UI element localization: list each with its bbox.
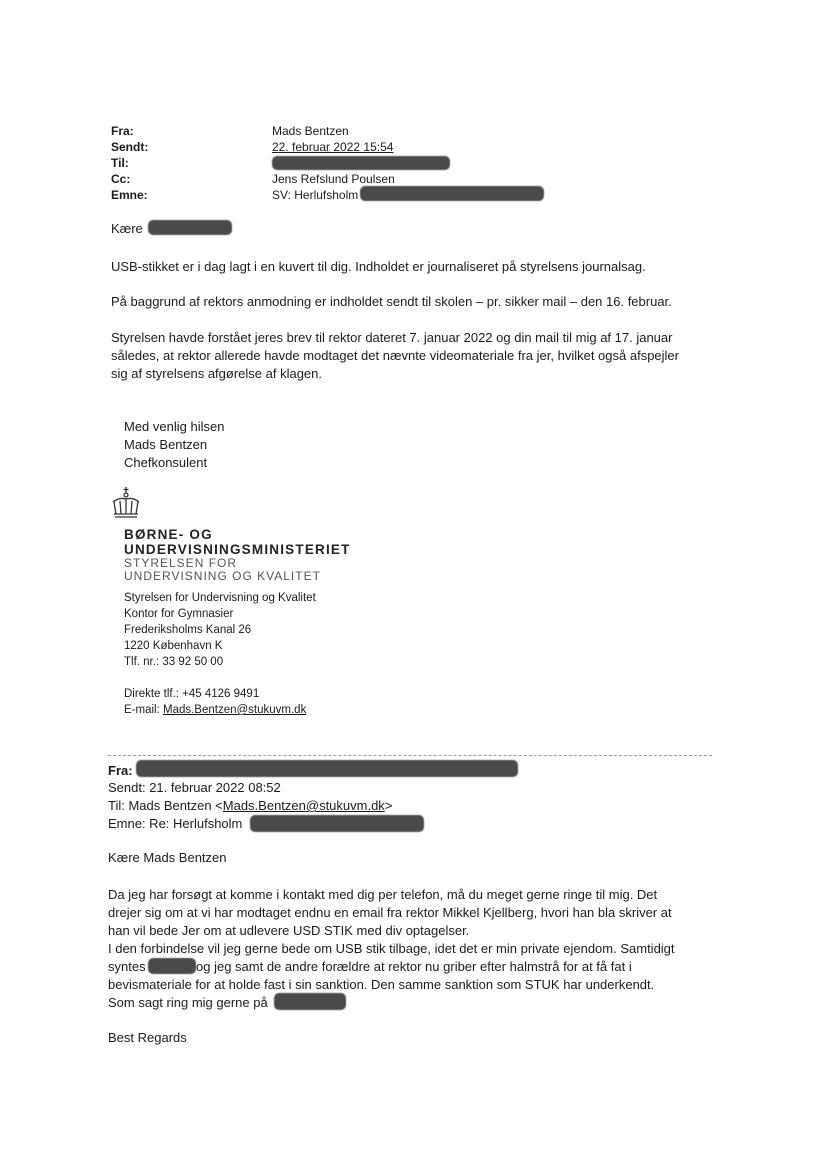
body-paragraph-3-line-1: Styrelsen havde forstået jeres brev til rektor dateret 7. januar 2022 og din mail til mig af 17. januar [111, 330, 673, 345]
reply-body-line-1: Da jeg har forsøgt at komme i kontakt med dig per telefon, må du meget gerne ringe til mig. Det [108, 887, 658, 902]
signature-closing: Med venlig hilsen [124, 419, 225, 434]
reply-to-suffix: > [384, 798, 393, 813]
contact-street: Frederiksholms Kanal 26 [124, 624, 252, 636]
cc-value: Jens Refslund Poulsen [272, 172, 395, 186]
reply-body-line-4: I den forbindelse vil jeg gerne bede om USB stik tilbage, idet det er min private ejendom. Samtidigt [108, 941, 675, 956]
reply-body-line-5-end: og jeg samt de andre forældre at rektor nu griber efter halmstrå for at få fat i [196, 959, 632, 974]
reply-body-line-6: bevismateriale for at holde fast i sin sanktion. Den samme sanktion som STUK har underkendt. [108, 977, 655, 992]
reply-greeting: Kære Mads Bentzen [108, 850, 227, 865]
body-paragraph-3-line-3: sig af styrelsens afgørelse af klagen. [111, 366, 322, 381]
body-paragraph-3-line-2: således, at rektor allerede havde modtaget det nævnte videomateriale fra jer, hvilket også afspejler [111, 348, 679, 363]
redaction-subject [360, 186, 544, 201]
reply-body-line-3: han vil bede Jer om at udlevere USD STIK med div optagelser. [108, 923, 470, 938]
reply-body-line-7: Som sagt ring mig gerne på [108, 995, 268, 1010]
from-label: Fra: [111, 124, 134, 138]
redaction-reply-subject [250, 815, 424, 832]
body-paragraph-2: På baggrund af rektors anmodning er indholdet sendt til skolen – pr. sikker mail – den 16. februar. [111, 294, 672, 309]
redaction-reply-phone [274, 993, 346, 1010]
contact-org: Styrelsen for Undervisning og Kvalitet [124, 592, 316, 604]
from-value: Mads Bentzen [272, 124, 349, 138]
body-paragraph-1: USB-stikket er i dag lagt i en kuvert til dig. Indholdet er journaliseret på styrelsens journalsag. [111, 259, 646, 274]
redaction-to [272, 156, 450, 170]
reply-subject: Emne: Re: Herlufsholm [108, 816, 243, 831]
ministry-name-line-2: UNDERVISNINGSMINISTERIET [124, 542, 351, 557]
email-separator [108, 755, 712, 757]
contact-email-link[interactable]: Mads.Bentzen@stukuvm.dk [162, 704, 307, 716]
greeting: Kære [111, 221, 143, 236]
signature-name: Mads Bentzen [124, 437, 208, 452]
to-label: Til: [111, 156, 129, 170]
ministry-name-line-1: BØRNE- OG [124, 527, 213, 542]
sent-value: 22. februar 2022 15:54 [272, 140, 394, 154]
contact-phone: Tlf. nr.: 33 92 50 00 [124, 656, 224, 668]
contact-city: 1220 København K [124, 640, 223, 652]
agency-name-line-1: STYRELSEN FOR [124, 556, 238, 570]
subject-label: Emne: [111, 188, 148, 202]
sent-label: Sendt: [111, 140, 149, 154]
contact-email-line [124, 702, 306, 718]
contact-office: Kontor for Gymnasier [124, 608, 234, 620]
contact-email-label: E-mail: [124, 704, 160, 716]
reply-sent: Sendt: 21. februar 2022 08:52 [108, 780, 281, 795]
contact-direct-phone: Direkte tlf.: +45 4126 9491 [124, 688, 260, 700]
crown-logo-icon [108, 486, 144, 522]
reply-to-email-link[interactable]: Mads.Bentzen@stukuvm.dk [222, 798, 385, 813]
redaction-greeting-name [148, 220, 232, 235]
reply-body-line-5-start: syntes [108, 959, 146, 974]
cc-label: Cc: [111, 172, 131, 186]
subject-value: SV: Herlufsholm [272, 188, 359, 202]
redaction-reply-body-name [148, 958, 196, 974]
signature-title: Chefkonsulent [124, 455, 208, 470]
agency-name-line-2: UNDERVISNING OG KVALITET [124, 569, 321, 583]
reply-to-prefix: Til: Mads Bentzen < [108, 798, 223, 813]
redaction-reply-from [136, 760, 518, 777]
reply-closing: Best Regards [108, 1030, 187, 1045]
reply-from-label: Fra: [108, 763, 133, 778]
reply-to-line [108, 797, 392, 815]
reply-body-line-2: drejer sig om at vi har modtaget endnu en email fra rektor Mikkel Kjellberg, hvori han bla skriver at [108, 905, 672, 920]
